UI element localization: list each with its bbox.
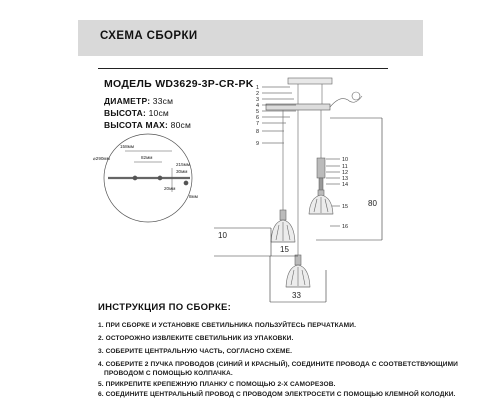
dim-height-max (316, 118, 382, 240)
dim-80: 80 (368, 199, 377, 208)
callout-13: 13 (342, 176, 349, 182)
callout-10: 10 (342, 157, 349, 163)
wire-connector (330, 92, 362, 107)
spec-value: 33см (152, 96, 174, 106)
spec-label: ВЫСОТА MAX: (104, 120, 169, 130)
callout-16: 16 (342, 224, 349, 230)
model-name: МОДЕЛЬ WD3629-3P-CR-PK (104, 78, 254, 90)
callout-6: 6 (256, 115, 260, 121)
dim-33: 33 (292, 291, 301, 300)
dim-label: 158мм (120, 144, 134, 149)
callout-9: 9 (256, 141, 260, 147)
callout-14: 14 (342, 182, 349, 188)
dim-10: 10 (218, 231, 227, 240)
right-callouts (326, 159, 340, 226)
dim-label: ⌀290мм (93, 156, 110, 161)
dim-15: 15 (280, 245, 289, 254)
instruction-step: 2. ОСТОРОЖНО ИЗВЛЕКИТЕ СВЕТИЛЬНИК ИЗ УПАКОВКИ. (98, 335, 294, 342)
callout-4: 4 (256, 103, 260, 109)
callout-15: 15 (342, 204, 349, 210)
callout-1: 1 (256, 85, 260, 91)
left-callouts (262, 87, 296, 143)
pendant-shade-1 (271, 210, 295, 242)
dim-label: 215мм (176, 162, 190, 167)
instruction-step: 5. ПРИКРЕПИТЕ КРЕПЕЖНУЮ ПЛАНКУ С ПОМОЩЬЮ 2-Х САМОРЕЗОВ. (98, 381, 336, 388)
instruction-step: 3. СОБЕРИТЕ ЦЕНТРАЛЬНУЮ ЧАСТЬ, СОГЛАСНО СХЕМЕ. (98, 348, 293, 355)
spec-value: 10см (148, 108, 169, 118)
pendant-shade-3 (286, 255, 310, 287)
spec-label: ВЫСОТА: (104, 108, 147, 118)
instructions-title: ИНСТРУКЦИЯ ПО СБОРКЕ: (98, 302, 232, 313)
instruction-step: 4. СОБЕРИТЕ 2 ПУЧКА ПРОВОДОВ (СИНИЙ И КРАСНЫЙ), СОЕДИНИТЕ ПРОВОДА С СООТВЕТСТВУЮЩИМИ (98, 361, 458, 368)
callout-8: 8 (256, 129, 260, 135)
instruction-step-continued: ПРОВОДОМ С ПОМОЩЬЮ КОЛПАЧКА. (104, 370, 233, 377)
dim-label: 8мм (189, 194, 198, 199)
callout-3: 3 (256, 97, 260, 103)
callout-7: 7 (256, 121, 260, 127)
canopy-diagram (104, 134, 192, 222)
dim-label: 30мм (176, 169, 188, 174)
page-title: СХЕМА СБОРКИ (100, 30, 198, 42)
dim-label: 20мм (164, 186, 176, 191)
dim-label: 82мм (141, 155, 153, 160)
callout-2: 2 (256, 91, 260, 97)
spec-label: ДИАМЕТР: (104, 96, 151, 106)
callout-5: 5 (256, 109, 260, 115)
instruction-step: 6. СОЕДИНИТЕ ЦЕНТРАЛЬНЫЙ ПРОВОД С ПРОВОДОМ ЭЛЕКТРОСЕТИ С ПОМОЩЬЮ КЛЕМНОЙ КОЛОДКИ. (98, 391, 456, 398)
instruction-step: 1. ПРИ СБОРКЕ И УСТАНОВКЕ СВЕТИЛЬНИКА ПОЛЬЗУЙТЕСЬ ПЕРЧАТКАМИ. (98, 322, 357, 329)
callout-12: 12 (342, 170, 349, 176)
pendant-shade-2 (309, 190, 333, 214)
spec-value: 80см (170, 120, 191, 130)
socket-assembly (317, 158, 325, 192)
callout-11: 11 (342, 164, 348, 170)
